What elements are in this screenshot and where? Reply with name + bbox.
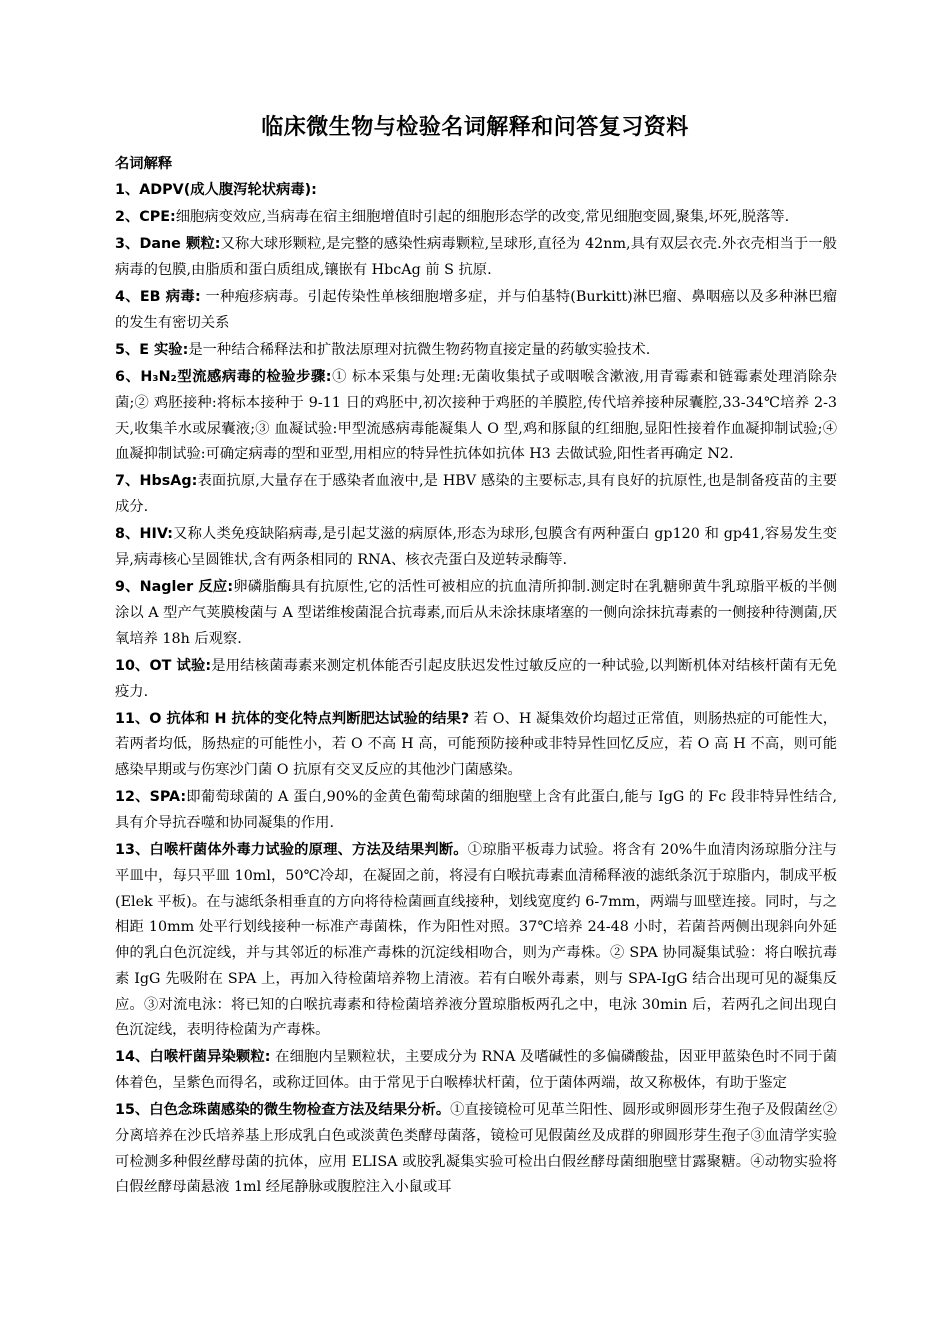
glossary-definition: 是用结核菌毒素来测定机体能否引起皮肤迟发性过敏反应的一种试验,以判断机体对结核杆菌有无免疫力.: [115, 657, 837, 700]
glossary-entry: [115, 1098, 837, 1201]
glossary-entry: [115, 338, 837, 364]
glossary-term: 4、EB 病毒:: [115, 289, 201, 306]
glossary-entry: [115, 522, 837, 573]
glossary-term: 2、CPE:: [115, 208, 176, 225]
glossary-definition: ①琼脂平板毒力试验。将含有 20%牛血清肉汤琼脂分注与平皿中，每只平皿 10ml，50℃冷却，在凝固之前，将浸有白喉抗毒素血清稀释液的滤纸条沉于琼脂内，制成平板(Elek 平板)。在与滤纸条相垂直的方向将待检菌画直线接种，划线宽度约 6-7mm，两端与皿壁连接。同时，与之相距 10mm 处平行划线接种一标准产毒菌株，作为阳性对照。37℃培养 24-48 小时，若菌苔两侧出现斜向外延伸的乳白色沉淀线，并与其邻近的标准产毒株的沉淀线相吻合，则为产毒株。② SPA 协同凝集试验：将白喉抗毒素 IgG 先吸附在 SPA 上，再加入待检菌培养物上清液。若有白喉外毒素，则与 SPA-IgG 结合出现可见的凝集反应。③对流电泳：将已知的白喉抗毒素和待检菌培养液分置琼脂板两孔之中，电泳 30min 后，若两孔之间出现白色沉淀线，表明待检菌为产毒株。: [115, 842, 837, 1039]
glossary-term: 12、SPA:: [115, 789, 187, 806]
glossary-entry: [115, 785, 837, 836]
section-label: 名词解释: [115, 156, 173, 172]
glossary-entry: [115, 575, 837, 652]
glossary-term: 5、E 实验:: [115, 341, 189, 358]
glossary-term: 13、白喉杆菌体外毒力试验的原理、方法及结果判断。: [115, 842, 468, 859]
glossary-term: 6、H₃N₂型流感病毒的检验步骤:: [115, 369, 332, 386]
glossary-term: 3、Dane 颗粒:: [115, 236, 221, 253]
glossary-term: 1、ADPV(成人腹泻轮状病毒):: [115, 181, 317, 198]
glossary-entry: [115, 232, 837, 283]
glossary-entry: [115, 285, 837, 336]
glossary-definition: 表面抗原,大量存在于感染者血液中,是 HBV 感染的主要标志,具有良好的抗原性,也是制备疫苗的主要成分.: [115, 473, 837, 516]
glossary-term: 11、O 抗体和 H 抗体的变化特点判断肥达试验的结果?: [115, 710, 470, 727]
glossary-entry: [115, 205, 837, 231]
glossary-entry: [115, 654, 837, 705]
glossary-term: 9、Nagler 反应:: [115, 579, 234, 596]
glossary-term: 14、白喉杆菌异染颗粒:: [115, 1049, 271, 1066]
glossary-definition: 若 O、H 凝集效价均超过正常值，则肠热症的可能性大，若两者均低，肠热症的可能性小，若 O 不高 H 高，可能预防接种或非特异性回忆反应，若 O 高 H 不高，则可能感染早期或与伤寒沙门菌 O 抗原有交叉反应的其他沙门菌感染。: [115, 710, 837, 779]
glossary-term: 7、HbsAg:: [115, 473, 198, 490]
glossary-definition: 细胞病变效应,当病毒在宿主细胞增值时引起的细胞形态学的改变,常见细胞变圆,聚集,坏死,脱落等.: [175, 208, 790, 225]
glossary-definition: 在细胞内呈颗粒状，主要成分为 RNA 及嗜碱性的多偏磷酸盐，因亚甲蓝染色时不同于菌体着色，呈紫色而得名，或称迂回体。由于常见于白喉棒状杆菌，位于菌体两端，故又称极体，有助于鉴定: [115, 1049, 837, 1092]
glossary-entry: [115, 178, 837, 204]
glossary-term: 8、HIV:: [115, 526, 173, 543]
glossary-definition: ①直接镜检可见革兰阳性、圆形或卵圆形芽生孢子及假菌丝②分离培养在沙氏培养基上形成乳白色或淡黄色类酵母菌落，镜检可见假菌丝及成群的卵圆形芽生孢子③血清学实验可检测多种假丝酵母菌的抗体，应用 ELISA 或胶乳凝集实验可检出白假丝酵母菌细胞壁甘露聚糖。④动物实验将白假丝酵母菌悬液 1ml 经尾静脉或腹腔注入小鼠或耳: [115, 1102, 837, 1196]
glossary-entry: [115, 838, 837, 1044]
glossary-term: 10、OT 试验:: [115, 657, 212, 674]
glossary-entry: [115, 365, 837, 468]
glossary-definition: 卵磷脂酶具有抗原性,它的活性可被相应的抗血清所抑制.测定时在乳糖卵黄牛乳琼脂平板的半侧涂以 A 型产气荚膜梭菌与 A 型诺维梭菌混合抗毒素,而后从未涂抹康堵塞的一侧向涂抹抗毒素的一侧接种待测菌,厌氧培养 18h 后观察.: [115, 579, 837, 647]
glossary-term: 15、白色念珠菌感染的微生物检查方法及结果分析。: [115, 1102, 451, 1119]
glossary-definition: 即葡萄球菌的 A 蛋白,90%的金黄色葡萄球菌的细胞壁上含有此蛋白,能与 IgG 的 Fc 段非特异性结合,具有介导抗吞噬和协同凝集的作用.: [115, 789, 837, 832]
document-title: 临床微生物与检验名词解释和问答复习资料: [261, 115, 689, 140]
glossary-definition: 一种疱疹病毒。引起传染性单核细胞增多症，并与伯基特(Burkitt)淋巴瘤、鼻咽癌以及多种淋巴瘤的发生有密切关系: [115, 289, 837, 331]
glossary-definition: ① 标本采集与处理:无菌收集拭子或咽喉含漱液,用青霉素和链霉素处理消除杂菌;② 鸡胚接种:将标本接种于 9-11 日的鸡胚中,初次接种于鸡胚的羊膜腔,传代培养接种尿囊腔,33-34℃培养 2-3 天,收集羊水或尿囊液;③ 血凝试验:甲型流感病毒能凝集人 O 型,鸡和豚鼠的红细胞,显阳性接着作血凝抑制试验;④ 血凝抑制试验:可确定病毒的型和亚型,用相应的特异性抗体如抗体 H3 去做试验,阳性者再确定 N2.: [115, 369, 837, 463]
glossary-definition: 又称大球形颗粒,是完整的感染性病毒颗粒,呈球形,直径为 42nm,具有双层衣壳.外衣壳相当于一般病毒的包膜,由脂质和蛋白质组成,镶嵌有 HbcAg 前 S 抗原.: [115, 236, 837, 278]
glossary-definition: 又称人类免疫缺陷病毒,是引起艾滋的病原体,形态为球形,包膜含有两种蛋白 gp120 和 gp41,容易发生变异,病毒核心呈圆锥状,含有两条相同的 RNA、核衣壳蛋白及逆转录酶等.: [115, 526, 837, 569]
glossary-entry: [115, 469, 837, 520]
glossary-list: [115, 178, 837, 1201]
glossary-entry: [115, 1045, 837, 1096]
glossary-definition: 是一种结合稀释法和扩散法原理对抗微生物药物直接定量的药敏实验技术.: [188, 341, 651, 358]
document-body: [115, 152, 837, 1203]
glossary-entry: [115, 707, 837, 784]
